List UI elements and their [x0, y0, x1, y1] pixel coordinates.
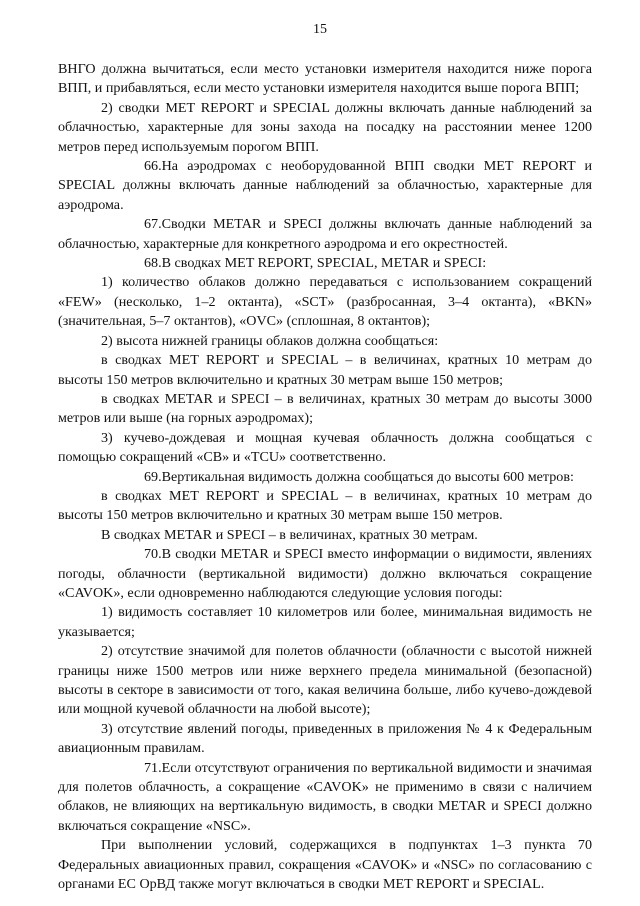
paragraph-text: 2) отсутствие значимой для полетов облачности (облачности с высотой нижней границы ниже 1500 метров или ниже верхнего предела минимальной (безопасной) высоты в секторе в зависимости от того, какая величина больше, либо кучево-дождевой или мощной кучевой облачности на любой высоте);	[58, 643, 592, 718]
paragraph-text: В сводки METAR и SPECI вместо информации о видимости, явлениях погоды, облачности (вертикальной видимости) должно включаться сокращение «CAVOK», если одновременно наблюдаются следующие условия погоды:	[58, 546, 592, 601]
paragraph-number: 69.	[144, 468, 162, 485]
document-body	[58, 60, 592, 894]
paragraph	[58, 351, 592, 390]
paragraph	[58, 545, 592, 603]
paragraph	[58, 759, 592, 837]
paragraph-number: 71.	[144, 759, 162, 776]
paragraph-text: Если отсутствуют ограничения по вертикальной видимости и значимая для полетов облачность, а сокращение «CAVOK» не применимо в связи с наличием облаков, не влияющих на вертикальную видимость, в сводки METAR и SPECI должно включаться сокращение «NSC».	[58, 759, 592, 834]
paragraph-number: 68.	[144, 255, 162, 272]
paragraph-number: 67.	[144, 216, 162, 233]
paragraph-text: Сводки METAR и SPECI должны включать данные наблюдений за облачностью, характерные для конкретного аэродрома и его окрестностей.	[58, 216, 592, 252]
paragraph	[58, 157, 592, 215]
paragraph-text: Вертикальная видимость должна сообщаться до высоты 600 метров:	[161, 468, 574, 485]
paragraph	[58, 836, 592, 894]
paragraph	[58, 720, 592, 759]
paragraph	[58, 99, 592, 157]
paragraph	[58, 603, 592, 642]
paragraph-text: При выполнении условий, содержащихся в подпунктах 1–3 пункта 70 Федеральных авиационных правил, сокращения «CAVOK» и «NSC» по согласованию с органами ЕС ОрВД также могут включаться в сводки MET REPORT и SPECIAL.	[58, 837, 592, 893]
page-number: 15	[313, 22, 327, 37]
paragraph-text: ВНГО должна вычитаться, если место установки измерителя находится ниже порога ВПП, и прибавляться, если место установки измерителя находится выше порога ВПП;	[58, 61, 592, 97]
paragraph	[58, 487, 592, 526]
paragraph-text: в сводках METAR и SPECI – в величинах, кратных 30 метрам до высоты 3000 метров или выше (на горных аэродромах);	[58, 390, 592, 427]
paragraph-number: 70.	[144, 546, 162, 563]
paragraph-text: в сводках MET REPORT и SPECIAL – в величинах, кратных 10 метрам до высоты 150 метров включительно и кратных 30 метрам выше 150 метров.	[58, 487, 592, 524]
paragraph-text: 1) количество облаков должно передаваться с использованием сокращений «FEW» (несколько, 1–2 октанта), «SCT» (разбросанная, 3–4 октанта), «BKN» (значительная, 5–7 октантов), «OVC» (сплошная, 8 октантов);	[58, 274, 592, 330]
paragraph	[58, 468, 592, 487]
paragraph	[58, 254, 592, 273]
paragraph-text: 2) высота нижней границы облаков должна сообщаться:	[101, 332, 439, 349]
paragraph	[58, 390, 592, 429]
paragraph	[58, 429, 592, 468]
paragraph-text: На аэродромах с необорудованной ВПП сводки MET REPORT и SPECIAL должны включать данные наблюдений за облачностью, характерные для аэродрома.	[58, 158, 592, 213]
paragraph	[58, 642, 592, 720]
paragraph	[58, 332, 592, 351]
paragraph-text: 1) видимость составляет 10 километров или более, минимальная видимость не указывается;	[58, 604, 592, 640]
paragraph-text: 3) кучево-дождевая и мощная кучевая облачность должна сообщаться с помощью сокращений «CB» и «TCU» соответственно.	[58, 429, 592, 466]
paragraph	[58, 215, 592, 254]
paragraph-number: 66.	[144, 158, 162, 175]
paragraph-text: в сводках MET REPORT и SPECIAL – в величинах, кратных 10 метрам до высоты 150 метров включительно и кратных 30 метрам выше 150 метров;	[58, 352, 592, 388]
paragraph	[58, 526, 592, 545]
paragraph-text: В сводках METAR и SPECI – в величинах, кратных 30 метрам.	[101, 526, 478, 543]
paragraph-text: В сводках MET REPORT, SPECIAL, METAR и SPECI:	[161, 255, 487, 272]
paragraph	[58, 273, 592, 331]
paragraph-text: 3) отсутствие явлений погоды, приведенных в приложения № 4 к Федеральным авиационным правилам.	[58, 720, 592, 757]
paragraph-text: 2) сводки MET REPORT и SPECIAL должны включать данные наблюдений за облачностью, характерные для зоны захода на посадку на расстоянии менее 1200 метров перед используемым порогом ВПП.	[58, 99, 592, 155]
paragraph	[58, 60, 592, 99]
